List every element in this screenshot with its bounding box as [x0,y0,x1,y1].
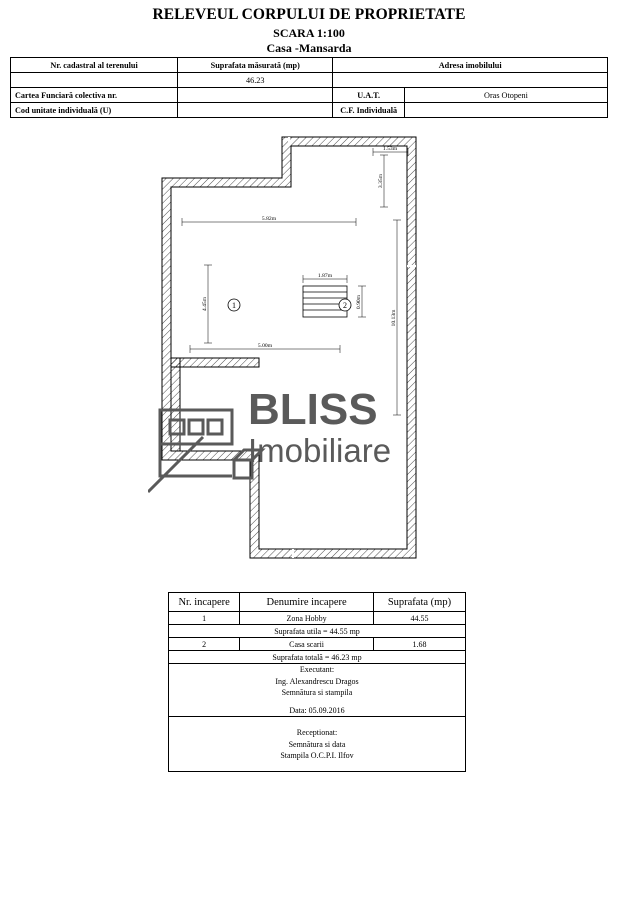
room-nr: 2 [169,638,240,651]
table-row [169,717,466,772]
table-row [169,651,466,664]
room-nr: 1 [169,612,240,625]
col-header-name: Denumire incapere [240,593,374,612]
watermark-line1: BLISS [248,385,378,434]
receptionat-block [169,717,466,772]
dimension-stair-v: 0.90m [356,294,362,310]
dimension-top: 5.82m [261,216,277,222]
room-name: Zona Hobby [240,612,374,625]
collective-land-book-value [178,88,333,103]
table-row [169,625,466,638]
watermark-line2: Imobiliare [248,432,392,469]
table-row [11,58,608,73]
executant-signature: Semnătura si stampila [281,688,353,698]
uat-label: U.A.T. [333,88,405,103]
floor-plan-drawing [10,115,608,575]
cadastral-number-value [11,73,178,88]
dimension-right-upper: 3.35m [378,173,384,189]
dimension-mid: 5.00m [257,343,273,349]
receptionat-signature: Semnătura si data [288,739,346,749]
executant-block [169,664,466,717]
col-header-nr: Nr. incapere [169,593,240,612]
svg-text:1: 1 [232,301,236,310]
room-area: 1.68 [373,638,465,651]
room-area: 44.55 [373,612,465,625]
collective-land-book-label: Cartea Funciară colectiva nr. [11,88,178,103]
room-name: Casa scarii [240,638,374,651]
receptionat-stamp: Stampila O.C.P.I. Ilfov [280,751,354,761]
scale-label: SCARA 1:100 [273,26,345,40]
total-area: Suprafata totală = 46.23 mp [169,651,466,664]
receptionat-label: Receptionat: [296,727,338,737]
rooms-table [168,592,466,772]
dimension-left: 4.45m [202,296,208,312]
dimension-top-right: 1.53m [382,146,398,152]
table-row [169,664,466,717]
dimension-right: 10.13m [391,309,397,327]
measured-area-header: Suprafata măsurată (mp) [178,58,333,73]
svg-text:2: 2 [343,301,347,310]
dimension-stair-h: 1.87m [317,273,333,279]
address-header: Adresa imobilului [333,58,608,73]
subtitle-label: Casa -Mansarda [266,41,352,55]
measured-area-value: 46.23 [178,73,333,88]
property-info-table [10,57,608,118]
table-row [11,88,608,103]
cadastral-number-header: Nr. cadastral al terenului [11,58,178,73]
table-row [169,638,466,651]
address-value [333,73,608,88]
cf-individual-label: C.F. Individuală [333,103,405,118]
executant-date: Data: 05.09.2016 [289,705,345,715]
table-header-row [169,593,466,612]
col-header-area: Suprafata (mp) [373,593,465,612]
executant-label: Executant: [299,665,335,674]
table-row [169,612,466,625]
executant-name: Ing. Alexandrescu Dragos [275,676,359,686]
unit-code-label: Cod unitate individuală (U) [11,103,178,118]
subtotal-usable-area: Suprafata utila = 44.55 mp [169,625,466,638]
page-title: RELEVEUL CORPULUI DE PROPRIETATE [152,6,466,23]
uat-value: Oras Otopeni [404,88,607,103]
table-row [11,73,608,88]
